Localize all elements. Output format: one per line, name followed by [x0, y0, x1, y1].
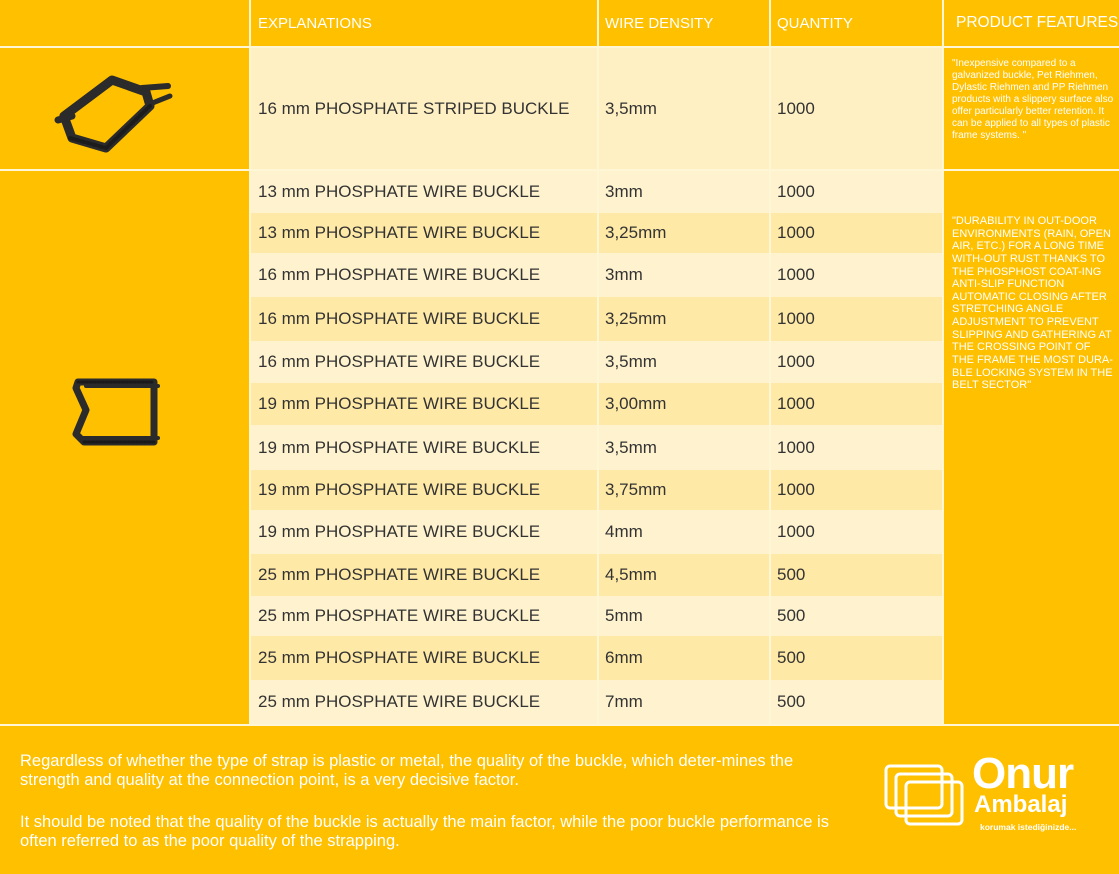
wire-row-2-density: 3,25mm — [605, 223, 667, 242]
wire-row-13-density: 7mm — [605, 692, 643, 711]
wire-row-5-quantity: 1000 — [777, 352, 815, 371]
wire-row-7-explanation: 19 mm PHOSPHATE WIRE BUCKLE — [258, 437, 541, 457]
wire-row-6-density: 3,00mm — [605, 394, 667, 413]
line-col-1 — [249, 0, 251, 726]
wire-row-10-explanation: 25 mm PHOSPHATE WIRE BUCKLE — [258, 565, 541, 584]
footer-paragraph-1: Regardless of whether the type of strap is plastic or metal, the quality of the buckle, which deter-mines the strength and quality at the connection point, is a very decisive factor. — [20, 752, 794, 789]
wire-row-7-density: 3,5mm — [605, 437, 657, 457]
wire-row-11-quantity: 500 — [777, 606, 806, 625]
wire-row-13-quantity: 500 — [777, 692, 806, 711]
wire-row-13-explanation: 25 mm PHOSPHATE WIRE BUCKLE — [258, 692, 541, 711]
wire-row-11-density: 5mm — [605, 606, 643, 625]
wire-row-1-quantity: 1000 — [777, 182, 815, 201]
wire-row-12-explanation: 25 mm PHOSPHATE WIRE BUCKLE — [258, 648, 541, 667]
striped-buckle-image — [50, 66, 175, 156]
wire-row-2-explanation: 13 mm PHOSPHATE WIRE BUCKLE — [258, 223, 541, 242]
wire-row-5-explanation: 16 mm PHOSPHATE WIRE BUCKLE — [258, 352, 541, 371]
wire-row-3-density: 3mm — [605, 265, 643, 284]
logo-name-line1: Onur — [972, 749, 1074, 798]
wire-row-10-quantity: 500 — [777, 565, 806, 584]
wire-row-4-quantity: 1000 — [777, 309, 815, 328]
wire-features: "DURABILITY IN OUT-DOOR ENVIRONMENTS (RAIN, OPEN AIR, ETC.) FOR A LONG TIME WITH-OUT RUST THANKS TO THE PHOSPHOST COAT-ING ANTI-SLIP FUNCTION AUTOMATIC CLOSING AFTER STRETCHING ANGLE ADJUSTMENT TO PREVENT SLIPPING AND GATHERING AT THE CROSSING POINT OF THE FRAME THE MOST DURA-BLE LOCKING SYSTEM IN THE BELT SECTOR" — [952, 215, 1113, 392]
wire-row-6-explanation: 19 mm PHOSPHATE WIRE BUCKLE — [258, 394, 541, 413]
wire-row-3-explanation: 16 mm PHOSPHATE WIRE BUCKLE — [258, 265, 541, 284]
wire-row-8-quantity: 1000 — [777, 480, 815, 499]
striped-row-explanation: 16 mm PHOSPHATE STRIPED BUCKLE — [258, 98, 570, 118]
wire-buckle-image — [68, 374, 168, 450]
line-col-3 — [769, 0, 771, 726]
wire-row-8-explanation: 19 mm PHOSPHATE WIRE BUCKLE — [258, 480, 541, 499]
wire-row-9-explanation: 19 mm PHOSPHATE WIRE BUCKLE — [258, 522, 541, 541]
wire-row-12-density: 6mm — [605, 648, 643, 667]
wire-row-4-explanation: 16 mm PHOSPHATE WIRE BUCKLE — [258, 309, 541, 328]
footer-paragraph-2: It should be noted that the quality of the buckle is actually the main factor, while the poor buckle performance is often referred to as the poor quality of the strapping. — [20, 813, 829, 850]
wire-row-4-density: 3,25mm — [605, 309, 667, 328]
wire-row-7-quantity: 1000 — [777, 437, 815, 457]
striped-row-features: "Inexpensive compared to a galvanized buckle, Pet Riehmen, Dylastic Riehmen and PP Riehmen products with a slippery surface also offer particularly better retention. It can be applied to all types of plastic frame systems. " — [952, 58, 1114, 141]
header-wire-density: WIRE DENSITY — [605, 14, 714, 32]
wire-row-11-explanation: 25 mm PHOSPHATE WIRE BUCKLE — [258, 606, 541, 625]
header-quantity: QUANTITY — [777, 14, 853, 32]
wire-row-1-explanation: 13 mm PHOSPHATE WIRE BUCKLE — [258, 182, 541, 201]
wire-row-9-quantity: 1000 — [777, 522, 815, 541]
header-product-features: PRODUCT FEATURES — [956, 14, 1119, 31]
logo-tagline: korumak istediğinizde... — [980, 822, 1077, 832]
wire-row-9-density: 4mm — [605, 522, 643, 541]
wire-row-2-quantity: 1000 — [777, 223, 815, 242]
logo-frames-icon — [882, 760, 972, 830]
wire-row-3-quantity: 1000 — [777, 265, 815, 284]
wire-row-12-quantity: 500 — [777, 648, 806, 667]
line-col-2 — [597, 0, 599, 726]
wire-row-5-density: 3,5mm — [605, 352, 657, 371]
striped-row-wire-density: 3,5mm — [605, 98, 657, 118]
wire-row-1-density: 3mm — [605, 182, 643, 201]
line-under-striped-row — [0, 169, 1119, 171]
wire-row-8-density: 3,75mm — [605, 480, 667, 499]
striped-row-quantity: 1000 — [777, 98, 815, 118]
onur-ambalaj-logo — [882, 749, 1102, 842]
header-explanations: EXPLANATIONS — [258, 14, 372, 32]
line-under-header — [0, 46, 1119, 48]
logo-name-line2: Ambalaj — [974, 791, 1068, 818]
wire-row-6-quantity: 1000 — [777, 394, 815, 413]
line-under-table — [0, 724, 1119, 726]
wire-row-10-density: 4,5mm — [605, 565, 657, 584]
line-col-4 — [942, 0, 944, 726]
